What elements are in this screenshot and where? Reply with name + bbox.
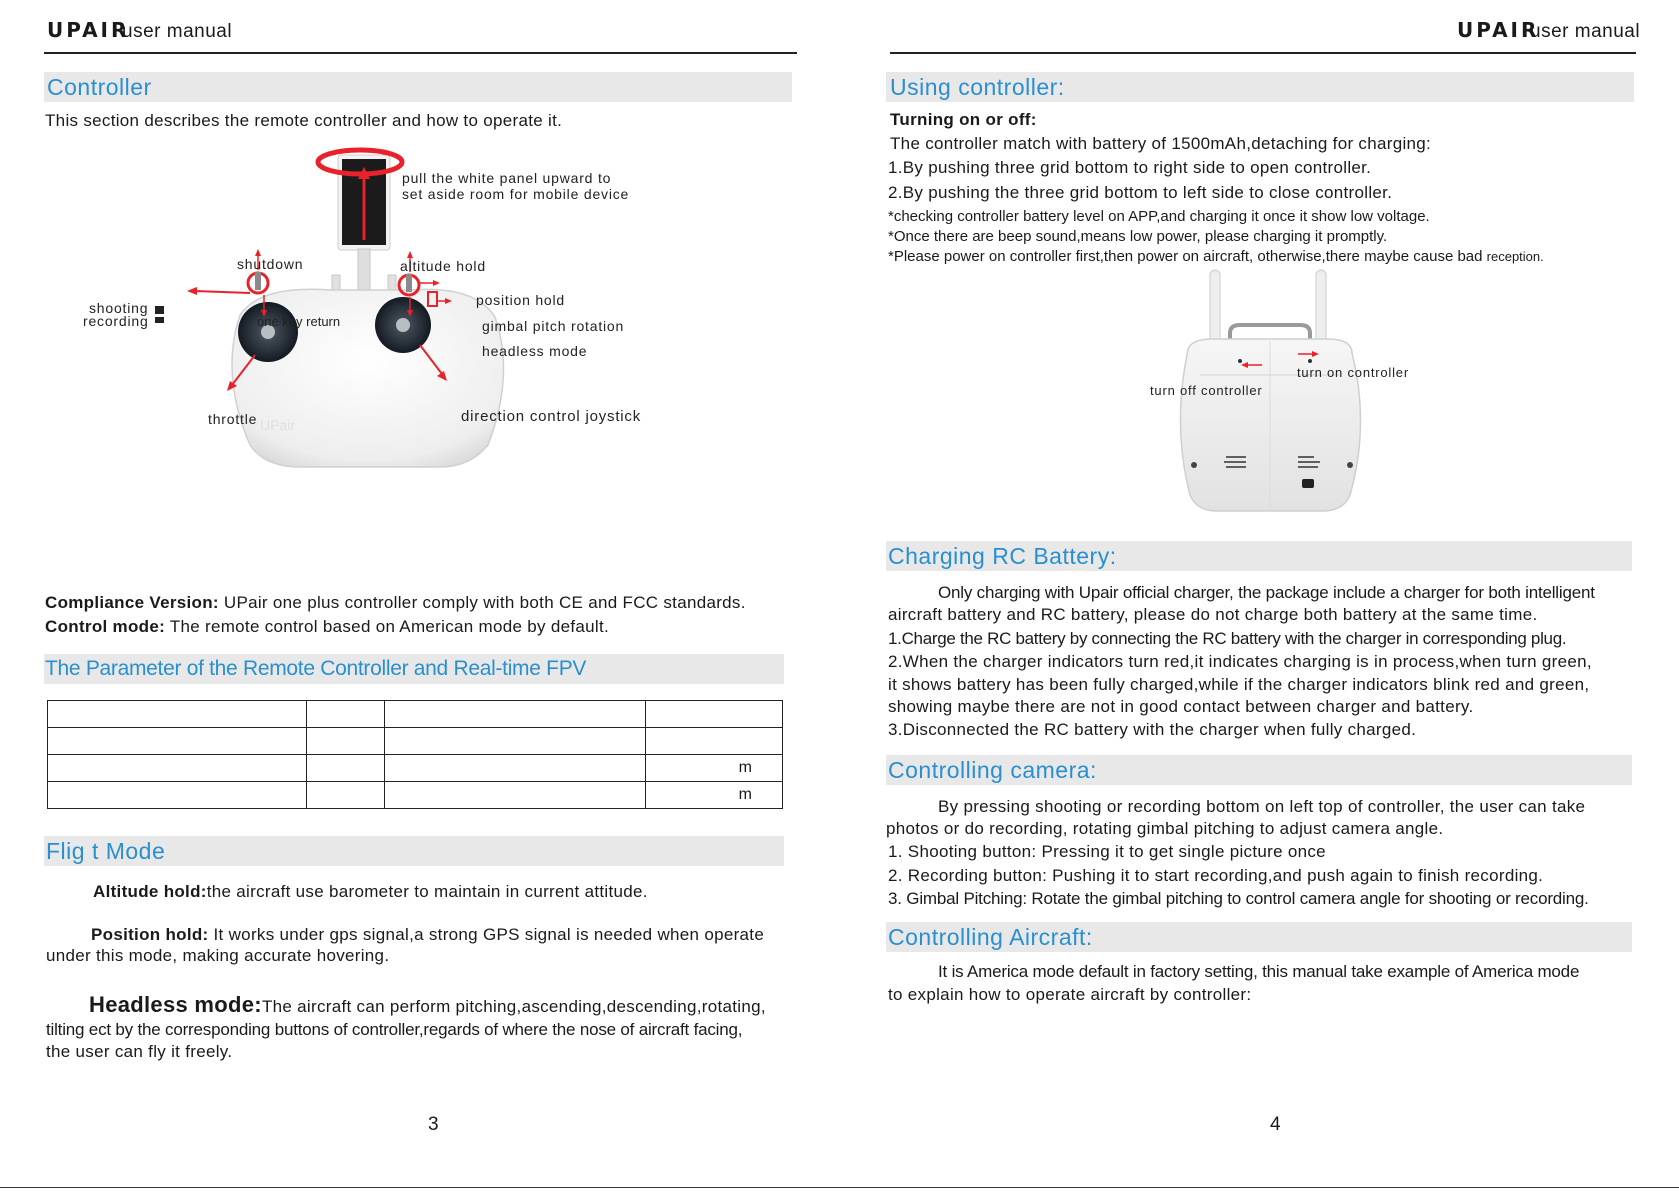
altitude-text: the aircraft use barometer to maintain in current attitude. (206, 882, 648, 901)
camera-line-5: 3. Gimbal Pitching: Rotate the gimbal pitching to control camera angle for shooting or recording. (888, 889, 1589, 908)
headless-text-2: tilting ect by the corresponding buttons of controller,regards of where the nose of aircraft facing, (46, 1020, 743, 1039)
shooting-icon (155, 306, 164, 314)
charge-line-2: aircraft battery and RC battery, please do not charge both battery at the same time. (888, 605, 1538, 624)
param-table (47, 700, 783, 809)
aircraft-line-1: It is America mode default in factory setting, this manual take example of America mode (938, 962, 1580, 981)
camera-line-1: By pressing shooting or recording bottom on left top of controller, the user can take (938, 797, 1586, 816)
label-altitude-hold: altitude hold (400, 258, 486, 274)
table-cell: m (646, 782, 783, 809)
section-title-controller: Controller (47, 74, 152, 100)
turn-line-3: 2.By pushing the three grid bottom to left side to close controller. (888, 183, 1393, 202)
note-line-3 (888, 248, 1544, 265)
headless-line (89, 992, 766, 1018)
page-number-left: 3 (428, 1114, 439, 1135)
section-title-charging: Charging RC Battery: (888, 543, 1117, 569)
table-cell (306, 701, 384, 728)
label-panel-1: pull the white panel upward to (402, 170, 612, 186)
label-shutdown: shutdown (237, 256, 304, 272)
header-sub-right: user manual (1530, 21, 1641, 42)
compliance-line (45, 593, 746, 613)
table-cell (384, 755, 646, 782)
turn-heading: Turning on or off: (890, 110, 1037, 129)
headless-text-1: The aircraft can perform pitching,ascending,descending,rotating, (261, 997, 766, 1016)
charge-line-3: 1.Charge the RC battery by connecting the RC battery with the charger in corresponding plug. (888, 629, 1567, 648)
label-headless: headless mode (482, 343, 588, 359)
header-rule-left (44, 52, 797, 54)
header-sub-left: user manual (122, 21, 233, 42)
note-line-3b: reception. (1486, 249, 1544, 264)
control-mode-text: The remote control based on American mode by default. (165, 617, 610, 636)
table-row (48, 755, 783, 782)
charge-line-7: 3.Disconnected the RC battery with the charger when fully charged. (888, 720, 1417, 739)
table-cell (48, 782, 307, 809)
section-bar-controller (44, 72, 792, 102)
table-cell (646, 701, 783, 728)
label-position-hold: position hold (476, 292, 566, 308)
position-text-1: It works under gps signal,a strong GPS signal is needed when operate (208, 925, 765, 944)
table-cell (384, 782, 646, 809)
section-title-using: Using controller: (890, 74, 1065, 100)
label-shooting: shooting (89, 300, 149, 316)
label-one-key-return: one key return (257, 314, 341, 329)
camera-line-3: 1. Shooting button: Pressing it to get single picture once (888, 842, 1326, 861)
compliance-text: UPair one plus controller comply with both CE and FCC standards. (218, 593, 746, 612)
table-cell (646, 728, 783, 755)
camera-line-4: 2. Recording button: Pushing it to start recording,and push again to finish recording. (888, 866, 1544, 885)
note-line-3a: *Please power on controller first,then power on aircraft, otherwise,there maybe cause bad (888, 248, 1487, 265)
note-line-2: *Once there are beep sound,means low power, please charging it promptly. (888, 228, 1388, 245)
table-cell (384, 701, 646, 728)
turn-line-2: 1.By pushing three grid bottom to right side to open controller. (888, 158, 1372, 177)
port-icon (1302, 479, 1314, 488)
label-gimbal-pitch: gimbal pitch rotation (482, 318, 625, 334)
body-logo: UPair (260, 417, 296, 433)
control-mode-line (45, 617, 609, 637)
note-line-1: *checking controller battery level on APP,and charging it once it show low voltage. (888, 208, 1430, 225)
section-title-flight: Flig t Mode (46, 838, 166, 864)
table-cell (48, 728, 307, 755)
section-title-camera: Controlling camera: (888, 757, 1097, 783)
label-turn-on: turn on controller (1297, 365, 1409, 380)
charge-line-5: it shows battery has been fully charged,while if the charger indicators blink red and green, (888, 675, 1590, 694)
table-row (48, 728, 783, 755)
position-label: Position hold: (91, 925, 209, 944)
altitude-label: Altitude hold: (93, 882, 207, 901)
position-text-2: under this mode, making accurate hovering. (46, 946, 390, 965)
turn-line-1: The controller match with battery of 1500mAh,detaching for charging: (890, 134, 1432, 153)
altitude-line (93, 882, 648, 902)
control-mode-label: Control mode: (45, 617, 166, 636)
camera-line-2: photos or do recording, rotating gimbal pitching to adjust camera angle. (886, 819, 1444, 838)
section-title-param: The Parameter of the Remote Controller and Real-time FPV (45, 657, 587, 680)
label-direction: direction control joystick (461, 408, 642, 425)
charge-line-1: Only charging with Upair official charger, the package include a charger for both intelligent (938, 583, 1595, 602)
position-line (91, 925, 764, 945)
header-brand-left: UPAIR (47, 18, 130, 42)
page-number-right: 4 (1270, 1114, 1281, 1135)
table-cell (306, 755, 384, 782)
table-cell (48, 701, 307, 728)
header-rule-right (890, 52, 1636, 54)
compliance-label: Compliance Version: (45, 593, 219, 612)
label-panel-2: set aside room for mobile device (402, 186, 630, 202)
headless-label: Headless mode: (89, 992, 262, 1017)
table-row (48, 701, 783, 728)
aircraft-line-2: to explain how to operate aircraft by controller: (888, 985, 1252, 1004)
charge-line-4: 2.When the charger indicators turn red,it indicates charging is in process,when turn green, (888, 652, 1592, 671)
label-turn-off: turn off controller (1150, 383, 1263, 398)
headless-text-3: the user can fly it freely. (46, 1042, 233, 1061)
controller-intro: This section describes the remote controller and how to operate it. (45, 111, 563, 130)
table-cell (48, 755, 307, 782)
bottom-edge-rule (0, 1187, 1679, 1188)
table-cell (306, 728, 384, 755)
table-cell (384, 728, 646, 755)
header-brand-right: UPAIR (1457, 18, 1540, 42)
recording-icon (155, 317, 164, 323)
label-recording: recording (83, 313, 149, 329)
label-throttle: throttle (208, 411, 258, 427)
section-title-aircraft: Controlling Aircraft: (888, 924, 1093, 950)
table-row (48, 782, 783, 809)
charge-line-6: showing maybe there are not in good contact between charger and battery. (888, 697, 1474, 716)
table-cell: m (646, 755, 783, 782)
table-cell (306, 782, 384, 809)
